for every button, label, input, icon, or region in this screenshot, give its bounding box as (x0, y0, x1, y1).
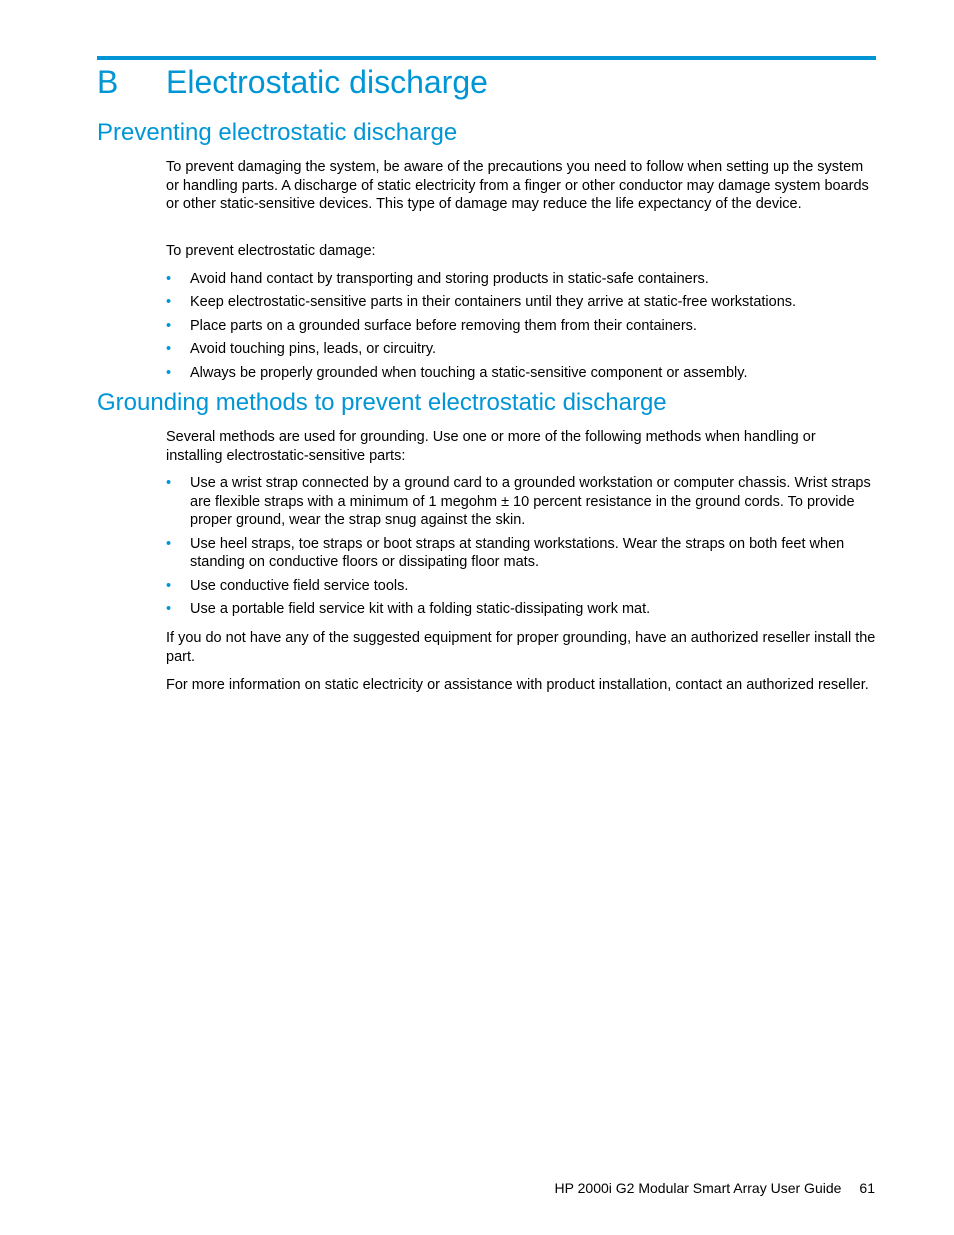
list-item: • Use a wrist strap connected by a ground card to a grounded workstation or computer chassis. Wrist straps are flexible straps with a minimum of 1 megohm ± 10 percent resistance in the ground cords. To provide proper ground, wear the strap snug against the skin. (166, 475, 871, 529)
section1-bullet-list (166, 270, 876, 382)
section2-paragraph-2: For more information on static electricity or assistance with product installation, contact an authorized reseller. (166, 677, 869, 693)
list-item: • Avoid hand contact by transporting and storing products in static-safe containers. (166, 271, 709, 287)
section2-bullet-list (166, 474, 876, 618)
chapter-title-text: Electrostatic discharge (166, 64, 488, 100)
section2-equipment-note (166, 629, 876, 666)
bullet-dot-icon: • (166, 271, 172, 287)
list-item: • Use conductive field service tools. (166, 577, 409, 594)
section1-lead-paragraph: To prevent electrostatic damage: (166, 243, 376, 259)
section2-intro-paragraph: Several methods are used for grounding. Use one or more of the following methods when handling or installing electrostatic-sensitive parts: (166, 429, 816, 464)
bullet-dot-icon: • (166, 317, 172, 334)
list-item: • Always be properly grounded when touching a static-sensitive component or assembly. (166, 364, 748, 381)
list-item: • Keep electrostatic-sensitive parts in their containers until they arrive at static-free workstations. (166, 294, 797, 311)
top-rule (97, 56, 876, 60)
bullet-dot-icon: • (166, 475, 172, 491)
list-item: • Avoid touching pins, leads, or circuitry. (166, 341, 437, 358)
section2-more-info (166, 676, 876, 695)
bullet-dot-icon: • (166, 364, 172, 381)
list-item: • Use a portable field service kit with a folding static-dissipating work mat. (166, 600, 651, 617)
section2-paragraph-1: If you do not have any of the suggested equipment for proper grounding, have an authorized reseller install the part. (166, 630, 876, 665)
bullet-dot-icon: • (166, 341, 172, 358)
list-item: • Place parts on a grounded surface before removing them from their containers. (166, 317, 697, 334)
section-title-grounding: Grounding methods to prevent electrostatic discharge (97, 389, 667, 416)
page-footer (555, 1180, 875, 1196)
footer-guide-title: HP 2000i G2 Modular Smart Array User Guide (554, 1180, 842, 1196)
section1-intro-paragraph: To prevent damaging the system, be aware of the precautions you need to follow when setting up the system or handling parts. A discharge of static electricity from a finger or other conductor may damage system boards or other static-sensitive devices. This type of damage may reduce the life expectancy of the device. (166, 159, 869, 213)
chapter-title (97, 62, 488, 102)
section1-lead (166, 242, 876, 261)
list-item: • Use heel straps, toe straps or boot straps at standing workstations. Wear the straps on both feet when standing on conductive floors or dissipating floor mats. (166, 535, 845, 571)
bullet-dot-icon: • (166, 600, 172, 617)
bullet-dot-icon: • (166, 535, 172, 552)
page-number: 61 (859, 1180, 875, 1196)
section2-intro (166, 428, 876, 465)
section-title-preventing: Preventing electrostatic discharge (97, 119, 458, 146)
bullet-dot-icon: • (166, 294, 172, 311)
chapter-letter: B (97, 64, 119, 100)
section1-intro (166, 158, 876, 214)
bullet-dot-icon: • (166, 577, 172, 594)
